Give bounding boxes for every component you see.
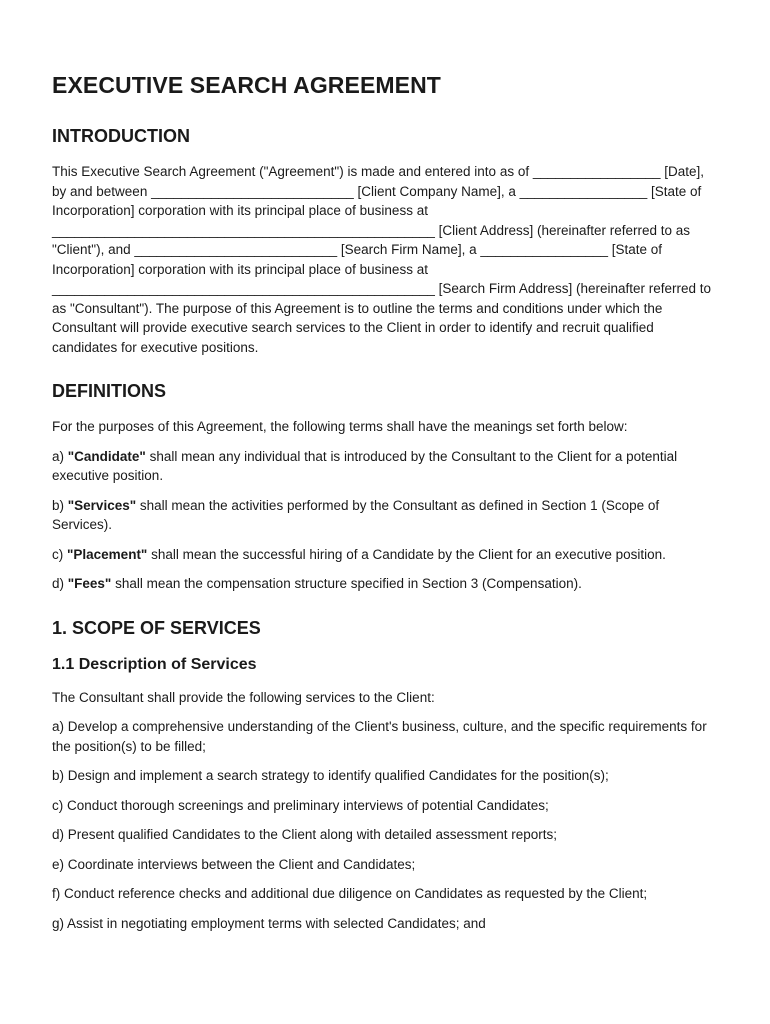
definition-prefix: a)	[52, 448, 68, 464]
definition-text: shall mean any individual that is introduced by the Consultant to the Client for a potential executive position.	[52, 448, 678, 483]
definition-item	[52, 447, 718, 486]
definition-text: shall mean the compensation structure specified in Section 3 (Compensation).	[111, 576, 582, 591]
definition-prefix: b)	[52, 497, 68, 513]
document-page	[52, 70, 718, 943]
scope-item: b) Design and implement a search strategy to identify qualified Candidates for the position(s);	[52, 768, 609, 783]
definition-item	[52, 496, 718, 535]
definition-term: "Services"	[67, 497, 137, 513]
scope-item: c) Conduct thorough screenings and preliminary interviews of potential Candidates;	[52, 797, 549, 813]
scope-item: a) Develop a comprehensive understanding of the Client's business, culture, and the specific requirements for the position(s) to be filled;	[52, 719, 707, 754]
definition-text: shall mean the successful hiring of a Candidate by the Client for an executive position.	[147, 546, 666, 562]
definition-term: "Candidate"	[67, 448, 146, 464]
scope-item: g) Assist in negotiating employment terms with selected Candidates; and	[52, 915, 486, 931]
introduction-paragraph: This Executive Search Agreement ("Agreement") is made and entered into as of _________________ [Date], by and between ___________________________ [Client Company Name], a _________________ [State of Incorporation] corporation with its principal place of business at ___________________________________________________ [Client Address] (hereinafter referred to as "Client"), and ___________________________ [Search Firm Name], a _________________ [State of Incorporation] corporation with its principal place of business at ___________________________________________________ [Search Firm Address] (hereinafter referred to as "Consultant"). The purpose of this Agreement is to outline the terms and conditions under which the Consultant will provide executive search services to the Client in order to identify and recruit qualified candidates for executive positions.	[52, 164, 712, 355]
definitions-heading: DEFINITIONS	[52, 381, 167, 401]
definition-item	[52, 545, 718, 565]
scope-item: f) Conduct reference checks and additional due diligence on Candidates as requested by the Client;	[52, 886, 648, 901]
document-title: EXECUTIVE SEARCH AGREEMENT	[52, 72, 441, 98]
definition-text: shall mean the activities performed by the Consultant as defined in Section 1 (Scope of Services).	[52, 497, 660, 532]
definition-item	[52, 574, 718, 594]
definition-prefix: d)	[52, 576, 68, 591]
definition-term: "Placement"	[67, 546, 148, 562]
scope-item: e) Coordinate interviews between the Client and Candidates;	[52, 856, 416, 872]
scope-heading: 1. SCOPE OF SERVICES	[52, 617, 261, 638]
scope-intro: The Consultant shall provide the following services to the Client:	[52, 689, 435, 705]
definitions-intro: For the purposes of this Agreement, the following terms shall have the meanings set forth below:	[52, 419, 628, 434]
scope-item: d) Present qualified Candidates to the Client along with detailed assessment reports;	[52, 827, 558, 842]
definition-prefix: c)	[52, 546, 67, 562]
introduction-heading: INTRODUCTION	[52, 126, 190, 146]
scope-subheading: 1.1 Description of Services	[52, 655, 257, 673]
definition-term: "Fees"	[67, 576, 112, 591]
